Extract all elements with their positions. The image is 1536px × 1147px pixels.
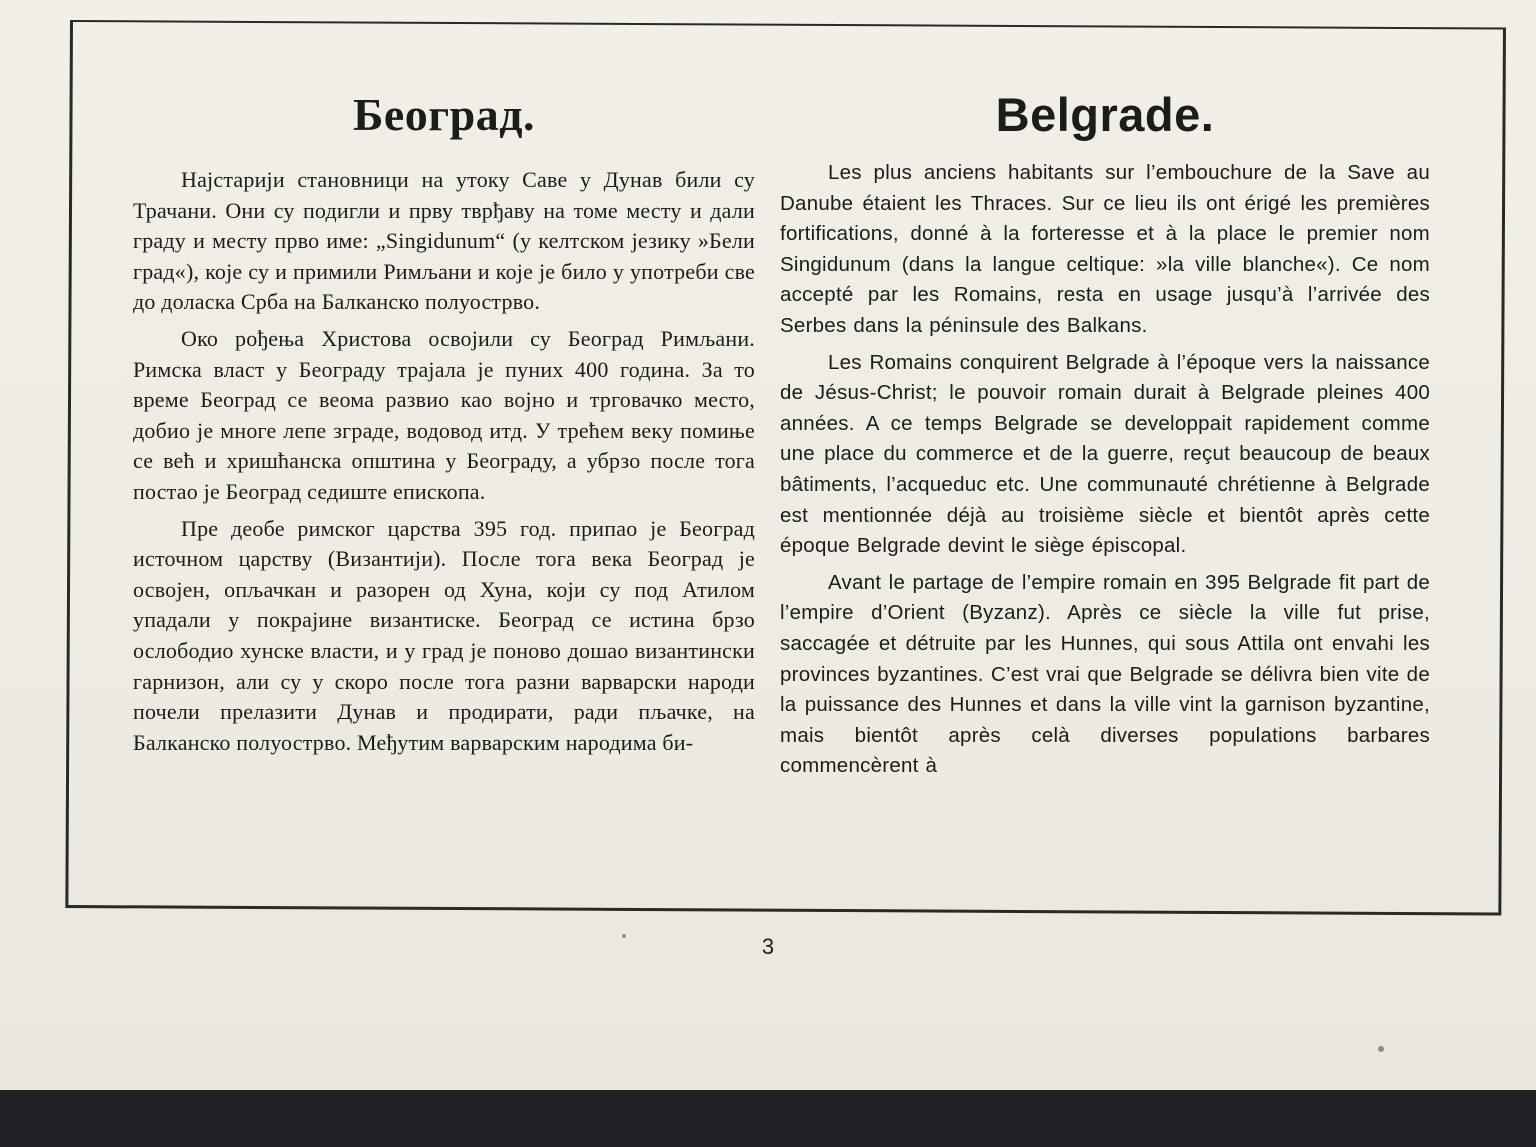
serbian-column [133,80,755,764]
french-paragraph-1: Les plus anciens habitants sur l’embouchure de la Save au Danube étaient les Thraces. Sur ce lieu ils ont érigé les premières fortifications, donné à la forteresse et à la place le premier nom Singidunum (dans la langue celtique: »la ville blanche«). Ce nom accepté par les Romains, resta en usage jusqu’à l’arrivée des Serbes dans la péninsule des Balkans. [780,161,1430,337]
paper-speck [622,934,626,938]
french-title: Belgrade. [995,88,1215,141]
serbian-paragraph-3: Пре деобе римског царства 395 год. припао је Београд источном царству (Византији). После тога века Београд је освојен, опљачкан и разорен од Хуна, који су под Атилом упадали у покрајине византиске. Београд се истина брзо ослободио хунске власти, и у град је поново дошао византински гарнизон, али су у скоро после тога разни варварски народи почели прелазити Дунав и продирати, ради пљачке, на Балканско полуострво. Међутим варварским народима би- [133,515,755,755]
dark-background-band [0,1090,1536,1147]
french-column [780,80,1430,788]
french-paragraph-2: Les Romains conquirent Belgrade à l’époque vers la naissance de Jésus-Christ; le pouvoir romain durait à Belgrade pleines 400 années. A ce temps Belgrade se developpait rapidement comme une place du commerce et de la guerre, reçut beaucoup de beaux bâtiments, l’acqueduc etc. Une communauté chrétienne à Belgrade est mentionnée déjà au troisième siècle et bientôt après cette époque Belgrade devint le siège épiscopal. [780,350,1430,558]
serbian-title: Београд. [352,89,536,140]
french-paragraph-3: Avant le partage de l’empire romain en 395 Belgrade fit part de l’empire d’Orient (Byzanz). Après ce siècle la ville fut prise, saccagée et détruite par les Hunnes, qui sous Attila ont envahi les provinces byzantines. C’est vrai que Belgrade se délivra bien vite de la puissance des Hunnes et dans la ville vint la garnison byzantine, mais bientôt après celà diverses populations barbares commencèrent à [780,570,1430,778]
french-body [780,150,1430,782]
page-number: 3 [761,934,775,959]
serbian-paragraph-1: Најстарији становници на утоку Саве у Дунав били су Трачани. Они су подигли и прву тврђаву на томе месту и дали граду и месту прво име: „Singidunum“ (у келтском језику »Бели град«), које су и примили Римљани и које је било у употреби све до доласка Срба на Балканско полуострво. [133,167,755,315]
paper-speck [1378,1046,1384,1052]
serbian-paragraph-2: Око рођења Христова освојили су Београд Римљани. Римска власт у Београду трајала је пуних 400 година. За то време Београд се веома развио као војно и трговачко место, добио је многе лепе зграде, водовод итд. У трећем веку помиње се већ и хришћанска општина у Београду, а убрзо после тога постао је Београд седиште епископа. [133,325,755,504]
serbian-body [133,150,755,758]
